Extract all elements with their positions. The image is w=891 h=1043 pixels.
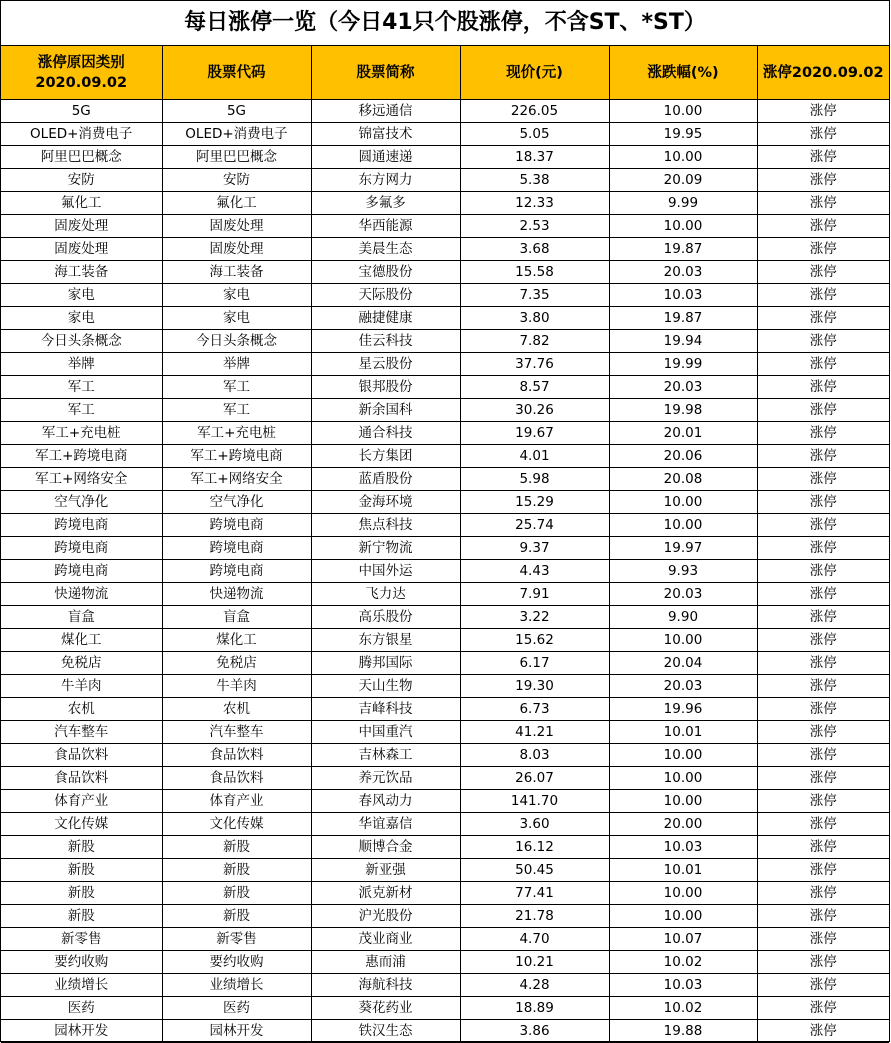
table-row (1, 284, 889, 307)
code-cell: 农机 (162, 698, 311, 721)
code-cell: 文化传媒 (162, 813, 311, 836)
table-row (1, 1020, 889, 1043)
status-cell: 涨停 (757, 606, 889, 629)
change-cell: 10.00 (609, 146, 757, 169)
change-cell: 10.07 (609, 928, 757, 951)
table-row (1, 698, 889, 721)
change-cell: 19.94 (609, 330, 757, 353)
header-change: 涨跌幅(%) (609, 46, 757, 100)
status-cell: 涨停 (757, 629, 889, 652)
table-row (1, 836, 889, 859)
code-cell: 新股 (162, 882, 311, 905)
name-cell: 新亚强 (311, 859, 460, 882)
name-cell: 天山生物 (311, 675, 460, 698)
header-row (1, 46, 889, 100)
code-cell: 快递物流 (162, 583, 311, 606)
price-cell: 37.76 (460, 353, 609, 376)
status-cell: 涨停 (757, 859, 889, 882)
price-cell: 19.30 (460, 675, 609, 698)
price-cell: 26.07 (460, 767, 609, 790)
price-cell: 226.05 (460, 100, 609, 123)
status-cell: 涨停 (757, 652, 889, 675)
reason-cell: 跨境电商 (1, 514, 162, 537)
name-cell: 融捷健康 (311, 307, 460, 330)
status-cell: 涨停 (757, 468, 889, 491)
price-cell: 6.73 (460, 698, 609, 721)
name-cell: 新余国科 (311, 399, 460, 422)
reason-cell: 园林开发 (1, 1020, 162, 1043)
change-cell: 10.00 (609, 629, 757, 652)
price-cell: 15.29 (460, 491, 609, 514)
table-row (1, 399, 889, 422)
code-cell: 军工 (162, 376, 311, 399)
table-row (1, 767, 889, 790)
name-cell: 春风动力 (311, 790, 460, 813)
change-cell: 10.02 (609, 951, 757, 974)
reason-cell: 新股 (1, 882, 162, 905)
status-cell: 涨停 (757, 974, 889, 997)
name-cell: 葵花药业 (311, 997, 460, 1020)
table-row (1, 882, 889, 905)
name-cell: 蓝盾股份 (311, 468, 460, 491)
table-row (1, 744, 889, 767)
table-row (1, 560, 889, 583)
table-row (1, 928, 889, 951)
table-row (1, 100, 889, 123)
status-cell: 涨停 (757, 560, 889, 583)
header-reason-line2: 2020.09.02 (35, 74, 128, 91)
name-cell: 中国外运 (311, 560, 460, 583)
status-cell: 涨停 (757, 422, 889, 445)
change-cell: 10.00 (609, 100, 757, 123)
reason-cell: 汽车整车 (1, 721, 162, 744)
status-cell: 涨停 (757, 721, 889, 744)
name-cell: 美晨生态 (311, 238, 460, 261)
change-cell: 19.87 (609, 307, 757, 330)
table-row (1, 951, 889, 974)
price-cell: 10.21 (460, 951, 609, 974)
change-cell: 19.97 (609, 537, 757, 560)
table-row (1, 123, 889, 146)
change-cell: 20.00 (609, 813, 757, 836)
change-cell: 10.01 (609, 859, 757, 882)
price-cell: 4.01 (460, 445, 609, 468)
status-cell: 涨停 (757, 997, 889, 1020)
name-cell: 星云股份 (311, 353, 460, 376)
reason-cell: 新股 (1, 905, 162, 928)
table-row (1, 629, 889, 652)
change-cell: 19.98 (609, 399, 757, 422)
name-cell: 宝德股份 (311, 261, 460, 284)
change-cell: 19.87 (609, 238, 757, 261)
reason-cell: 煤化工 (1, 629, 162, 652)
status-cell: 涨停 (757, 376, 889, 399)
code-cell: 牛羊肉 (162, 675, 311, 698)
price-cell: 15.62 (460, 629, 609, 652)
status-cell: 涨停 (757, 675, 889, 698)
table-row (1, 583, 889, 606)
change-cell: 10.01 (609, 721, 757, 744)
name-cell: 移远通信 (311, 100, 460, 123)
change-cell: 10.00 (609, 514, 757, 537)
price-cell: 4.43 (460, 560, 609, 583)
status-cell: 涨停 (757, 1020, 889, 1043)
table-row (1, 606, 889, 629)
change-cell: 20.01 (609, 422, 757, 445)
name-cell: 东方网力 (311, 169, 460, 192)
table-row (1, 215, 889, 238)
price-cell: 4.70 (460, 928, 609, 951)
code-cell: 煤化工 (162, 629, 311, 652)
name-cell: 养元饮品 (311, 767, 460, 790)
code-cell: 军工+网络安全 (162, 468, 311, 491)
status-cell: 涨停 (757, 813, 889, 836)
header-reason-line1: 涨停原因类别 (37, 54, 125, 71)
code-cell: 家电 (162, 284, 311, 307)
header-reason (1, 46, 162, 100)
change-cell: 10.03 (609, 284, 757, 307)
price-cell: 7.35 (460, 284, 609, 307)
status-cell: 涨停 (757, 514, 889, 537)
change-cell: 10.02 (609, 997, 757, 1020)
change-cell: 10.03 (609, 836, 757, 859)
change-cell: 20.08 (609, 468, 757, 491)
price-cell: 9.37 (460, 537, 609, 560)
change-cell: 9.99 (609, 192, 757, 215)
header-code: 股票代码 (162, 46, 311, 100)
reason-cell: 安防 (1, 169, 162, 192)
sheet-title: 每日涨停一览（今日41只个股涨停，不含ST、*ST） (1, 1, 889, 46)
price-cell: 18.37 (460, 146, 609, 169)
change-cell: 20.03 (609, 376, 757, 399)
change-cell: 19.95 (609, 123, 757, 146)
code-cell: 新零售 (162, 928, 311, 951)
reason-cell: 新零售 (1, 928, 162, 951)
price-cell: 7.82 (460, 330, 609, 353)
name-cell: 金海环境 (311, 491, 460, 514)
change-cell: 20.03 (609, 583, 757, 606)
change-cell: 9.90 (609, 606, 757, 629)
price-cell: 77.41 (460, 882, 609, 905)
name-cell: 焦点科技 (311, 514, 460, 537)
price-cell: 5.05 (460, 123, 609, 146)
change-cell: 10.00 (609, 790, 757, 813)
table-row (1, 491, 889, 514)
change-cell: 10.00 (609, 744, 757, 767)
name-cell: 东方银星 (311, 629, 460, 652)
code-cell: OLED+消费电子 (162, 123, 311, 146)
status-cell: 涨停 (757, 445, 889, 468)
change-cell: 10.00 (609, 491, 757, 514)
table-row (1, 721, 889, 744)
reason-cell: 阿里巴巴概念 (1, 146, 162, 169)
name-cell: 惠而浦 (311, 951, 460, 974)
name-cell: 多氟多 (311, 192, 460, 215)
status-cell: 涨停 (757, 491, 889, 514)
reason-cell: 业绩增长 (1, 974, 162, 997)
status-cell: 涨停 (757, 192, 889, 215)
status-cell: 涨停 (757, 882, 889, 905)
price-cell: 8.57 (460, 376, 609, 399)
code-cell: 新股 (162, 836, 311, 859)
table-row (1, 675, 889, 698)
reason-cell: 军工 (1, 399, 162, 422)
table-row (1, 192, 889, 215)
price-cell: 8.03 (460, 744, 609, 767)
table-row (1, 445, 889, 468)
change-cell: 20.03 (609, 261, 757, 284)
status-cell: 涨停 (757, 238, 889, 261)
limit-up-table (1, 46, 889, 1043)
name-cell: 海航科技 (311, 974, 460, 997)
price-cell: 3.60 (460, 813, 609, 836)
reason-cell: 新股 (1, 836, 162, 859)
status-cell: 涨停 (757, 836, 889, 859)
name-cell: 华谊嘉信 (311, 813, 460, 836)
table-row (1, 514, 889, 537)
change-cell: 10.00 (609, 215, 757, 238)
name-cell: 中国重汽 (311, 721, 460, 744)
table-row (1, 307, 889, 330)
code-cell: 要约收购 (162, 951, 311, 974)
change-cell: 10.00 (609, 767, 757, 790)
status-cell: 涨停 (757, 537, 889, 560)
table-row (1, 330, 889, 353)
price-cell: 30.26 (460, 399, 609, 422)
name-cell: 华西能源 (311, 215, 460, 238)
code-cell: 海工装备 (162, 261, 311, 284)
code-cell: 跨境电商 (162, 514, 311, 537)
table-row (1, 353, 889, 376)
name-cell: 腾邦国际 (311, 652, 460, 675)
price-cell: 4.28 (460, 974, 609, 997)
status-cell: 涨停 (757, 284, 889, 307)
reason-cell: 海工装备 (1, 261, 162, 284)
status-cell: 涨停 (757, 169, 889, 192)
table-row (1, 238, 889, 261)
name-cell: 高乐股份 (311, 606, 460, 629)
reason-cell: 5G (1, 100, 162, 123)
reason-cell: 食品饮料 (1, 744, 162, 767)
price-cell: 15.58 (460, 261, 609, 284)
status-cell: 涨停 (757, 100, 889, 123)
price-cell: 3.86 (460, 1020, 609, 1043)
status-cell: 涨停 (757, 330, 889, 353)
status-cell: 涨停 (757, 951, 889, 974)
code-cell: 举牌 (162, 353, 311, 376)
reason-cell: 军工 (1, 376, 162, 399)
name-cell: 沪光股份 (311, 905, 460, 928)
name-cell: 吉林森工 (311, 744, 460, 767)
price-cell: 41.21 (460, 721, 609, 744)
reason-cell: 牛羊肉 (1, 675, 162, 698)
table-row (1, 468, 889, 491)
status-cell: 涨停 (757, 307, 889, 330)
reason-cell: 今日头条概念 (1, 330, 162, 353)
change-cell: 9.93 (609, 560, 757, 583)
price-cell: 141.70 (460, 790, 609, 813)
reason-cell: 固废处理 (1, 215, 162, 238)
status-cell: 涨停 (757, 744, 889, 767)
status-cell: 涨停 (757, 261, 889, 284)
code-cell: 盲盒 (162, 606, 311, 629)
price-cell: 16.12 (460, 836, 609, 859)
reason-cell: 跨境电商 (1, 537, 162, 560)
change-cell: 19.88 (609, 1020, 757, 1043)
reason-cell: 军工+跨境电商 (1, 445, 162, 468)
reason-cell: 新股 (1, 859, 162, 882)
code-cell: 新股 (162, 859, 311, 882)
price-cell: 12.33 (460, 192, 609, 215)
table-row (1, 169, 889, 192)
change-cell: 10.00 (609, 882, 757, 905)
table-row (1, 261, 889, 284)
code-cell: 固废处理 (162, 238, 311, 261)
reason-cell: 军工+网络安全 (1, 468, 162, 491)
status-cell: 涨停 (757, 583, 889, 606)
reason-cell: 快递物流 (1, 583, 162, 606)
table-row (1, 422, 889, 445)
table-row (1, 859, 889, 882)
code-cell: 空气净化 (162, 491, 311, 514)
code-cell: 军工+跨境电商 (162, 445, 311, 468)
table-row (1, 146, 889, 169)
price-cell: 18.89 (460, 997, 609, 1020)
name-cell: 新宁物流 (311, 537, 460, 560)
reason-cell: 固废处理 (1, 238, 162, 261)
name-cell: 飞力达 (311, 583, 460, 606)
code-cell: 新股 (162, 905, 311, 928)
code-cell: 医药 (162, 997, 311, 1020)
code-cell: 体育产业 (162, 790, 311, 813)
status-cell: 涨停 (757, 905, 889, 928)
change-cell: 10.03 (609, 974, 757, 997)
change-cell: 19.96 (609, 698, 757, 721)
code-cell: 食品饮料 (162, 744, 311, 767)
status-cell: 涨停 (757, 146, 889, 169)
reason-cell: OLED+消费电子 (1, 123, 162, 146)
code-cell: 今日头条概念 (162, 330, 311, 353)
status-cell: 涨停 (757, 767, 889, 790)
name-cell: 吉峰科技 (311, 698, 460, 721)
change-cell: 20.03 (609, 675, 757, 698)
table-row (1, 376, 889, 399)
price-cell: 25.74 (460, 514, 609, 537)
reason-cell: 农机 (1, 698, 162, 721)
reason-cell: 空气净化 (1, 491, 162, 514)
name-cell: 长方集团 (311, 445, 460, 468)
status-cell: 涨停 (757, 790, 889, 813)
reason-cell: 家电 (1, 307, 162, 330)
name-cell: 通合科技 (311, 422, 460, 445)
header-name: 股票简称 (311, 46, 460, 100)
reason-cell: 免税店 (1, 652, 162, 675)
price-cell: 21.78 (460, 905, 609, 928)
change-cell: 10.00 (609, 905, 757, 928)
price-cell: 6.17 (460, 652, 609, 675)
change-cell: 19.99 (609, 353, 757, 376)
name-cell: 佳云科技 (311, 330, 460, 353)
table-row (1, 813, 889, 836)
price-cell: 7.91 (460, 583, 609, 606)
code-cell: 阿里巴巴概念 (162, 146, 311, 169)
code-cell: 汽车整车 (162, 721, 311, 744)
reason-cell: 氟化工 (1, 192, 162, 215)
code-cell: 免税店 (162, 652, 311, 675)
name-cell: 天际股份 (311, 284, 460, 307)
code-cell: 固废处理 (162, 215, 311, 238)
name-cell: 顺博合金 (311, 836, 460, 859)
change-cell: 20.09 (609, 169, 757, 192)
reason-cell: 文化传媒 (1, 813, 162, 836)
reason-cell: 要约收购 (1, 951, 162, 974)
price-cell: 3.68 (460, 238, 609, 261)
table-row (1, 652, 889, 675)
price-cell: 19.67 (460, 422, 609, 445)
name-cell: 铁汉生态 (311, 1020, 460, 1043)
name-cell: 茂业商业 (311, 928, 460, 951)
name-cell: 圆通速递 (311, 146, 460, 169)
reason-cell: 跨境电商 (1, 560, 162, 583)
reason-cell: 军工+充电桩 (1, 422, 162, 445)
status-cell: 涨停 (757, 928, 889, 951)
reason-cell: 体育产业 (1, 790, 162, 813)
table-body (1, 100, 889, 1043)
code-cell: 安防 (162, 169, 311, 192)
status-cell: 涨停 (757, 215, 889, 238)
reason-cell: 食品饮料 (1, 767, 162, 790)
header-status: 涨停2020.09.02 (757, 46, 889, 100)
price-cell: 2.53 (460, 215, 609, 238)
code-cell: 军工+充电桩 (162, 422, 311, 445)
reason-cell: 医药 (1, 997, 162, 1020)
change-cell: 20.06 (609, 445, 757, 468)
price-cell: 50.45 (460, 859, 609, 882)
reason-cell: 盲盒 (1, 606, 162, 629)
code-cell: 军工 (162, 399, 311, 422)
table-row (1, 537, 889, 560)
code-cell: 家电 (162, 307, 311, 330)
status-cell: 涨停 (757, 353, 889, 376)
code-cell: 跨境电商 (162, 560, 311, 583)
code-cell: 氟化工 (162, 192, 311, 215)
code-cell: 业绩增长 (162, 974, 311, 997)
price-cell: 3.80 (460, 307, 609, 330)
header-price: 现价(元) (460, 46, 609, 100)
change-cell: 20.04 (609, 652, 757, 675)
table-row (1, 974, 889, 997)
name-cell: 锦富技术 (311, 123, 460, 146)
price-cell: 5.38 (460, 169, 609, 192)
code-cell: 跨境电商 (162, 537, 311, 560)
status-cell: 涨停 (757, 123, 889, 146)
reason-cell: 家电 (1, 284, 162, 307)
table-row (1, 790, 889, 813)
table-row (1, 997, 889, 1020)
name-cell: 银邦股份 (311, 376, 460, 399)
status-cell: 涨停 (757, 399, 889, 422)
price-cell: 5.98 (460, 468, 609, 491)
code-cell: 园林开发 (162, 1020, 311, 1043)
price-cell: 3.22 (460, 606, 609, 629)
name-cell: 派克新材 (311, 882, 460, 905)
code-cell: 5G (162, 100, 311, 123)
code-cell: 食品饮料 (162, 767, 311, 790)
table-row (1, 905, 889, 928)
reason-cell: 举牌 (1, 353, 162, 376)
status-cell: 涨停 (757, 698, 889, 721)
